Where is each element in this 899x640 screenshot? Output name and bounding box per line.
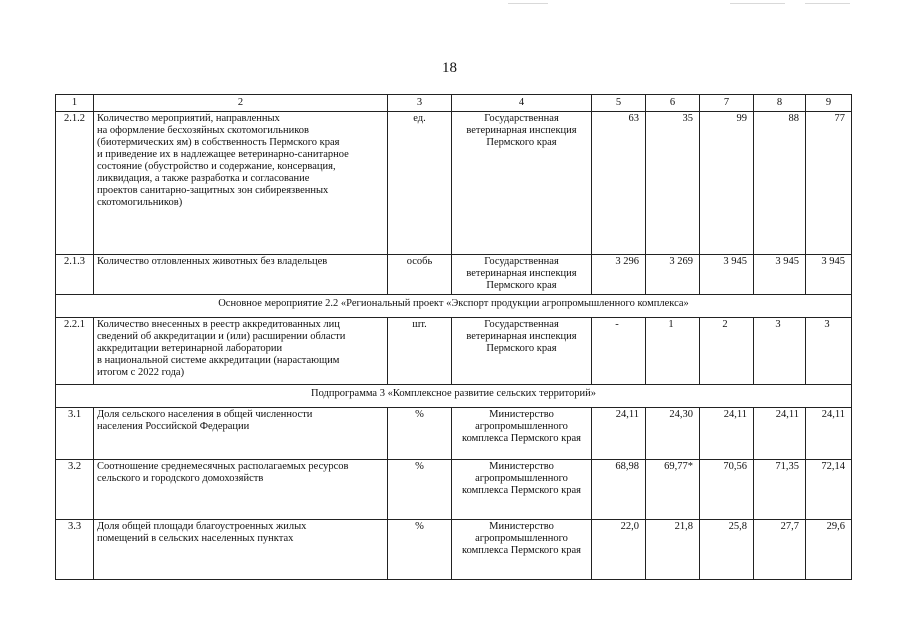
value-cell: 69,77*	[646, 460, 700, 520]
table-row	[56, 520, 852, 580]
responsible-organization: Государственная ветеринарная инспекция Пермского края	[452, 255, 592, 295]
description-line: ликвидация, а также разработка и согласование	[97, 173, 310, 184]
section-title: Основное мероприятие 2.2 «Региональный проект «Экспорт продукции агропромышленного комплекса»	[56, 295, 852, 318]
value-cell: 1	[646, 318, 700, 385]
responsible-organization: Министерство агропромышленного комплекса Пермского края	[452, 460, 592, 520]
section-title: Подпрограмма 3 «Комплексное развитие сельских территорий»	[56, 385, 852, 408]
section-row	[56, 295, 852, 318]
column-header: 2	[94, 95, 388, 112]
description-line: Доля сельского населения в общей численности	[97, 409, 313, 420]
row-number: 2.1.3	[56, 255, 94, 295]
value-cell: 70,56	[700, 460, 754, 520]
description-line: проектов санитарно-защитных зон сибиреязвенных	[97, 185, 329, 196]
description-line: на оформление бесхозяйных скотомогильников	[97, 125, 309, 136]
value-cell: 29,6	[806, 520, 852, 580]
column-header: 9	[806, 95, 852, 112]
section-row	[56, 385, 852, 408]
value-cell: 3	[754, 318, 806, 385]
column-header: 7	[700, 95, 754, 112]
value-cell: 25,8	[700, 520, 754, 580]
value-cell: 27,7	[754, 520, 806, 580]
responsible-organization: Министерство агропромышленного комплекса Пермского края	[452, 520, 592, 580]
value-cell: 24,11	[592, 408, 646, 460]
value-cell: 3 296	[592, 255, 646, 295]
table-body	[56, 95, 852, 580]
scan-artifact	[805, 3, 850, 4]
indicator-description	[94, 460, 388, 520]
indicators-table	[55, 94, 852, 580]
column-header: 4	[452, 95, 592, 112]
description-line: Соотношение среднемесячных располагаемых ресурсов	[97, 461, 349, 472]
unit-cell: особь	[388, 255, 452, 295]
description-line: сельского и городского домохозяйств	[97, 473, 264, 484]
description-line: итогом с 2022 года)	[97, 367, 185, 378]
indicator-description	[94, 318, 388, 385]
description-line: сведений об аккредитации и (или) расширении области	[97, 331, 346, 342]
value-cell: 3 945	[700, 255, 754, 295]
value-cell: 24,11	[754, 408, 806, 460]
value-cell: 24,11	[806, 408, 852, 460]
column-header: 5	[592, 95, 646, 112]
value-cell: 3 945	[806, 255, 852, 295]
indicator-description	[94, 255, 388, 295]
value-cell: 22,0	[592, 520, 646, 580]
column-header: 1	[56, 95, 94, 112]
indicator-description	[94, 408, 388, 460]
column-header: 8	[754, 95, 806, 112]
row-number: 3.1	[56, 408, 94, 460]
description-line: Количество мероприятий, направленных	[97, 113, 280, 124]
row-number: 3.3	[56, 520, 94, 580]
value-cell: 71,35	[754, 460, 806, 520]
row-number: 3.2	[56, 460, 94, 520]
table-row	[56, 408, 852, 460]
responsible-organization: Министерство агропромышленного комплекса Пермского края	[452, 408, 592, 460]
responsible-organization: Государственная ветеринарная инспекция Пермского края	[452, 112, 592, 255]
value-cell: 35	[646, 112, 700, 255]
table-row	[56, 318, 852, 385]
table-row	[56, 255, 852, 295]
unit-cell: %	[388, 520, 452, 580]
value-cell: 88	[754, 112, 806, 255]
value-cell: 21,8	[646, 520, 700, 580]
description-line: Доля общей площади благоустроенных жилых	[97, 521, 307, 532]
value-cell: 68,98	[592, 460, 646, 520]
unit-cell: %	[388, 460, 452, 520]
unit-cell: шт.	[388, 318, 452, 385]
page-number: 18	[442, 60, 457, 76]
value-cell: 72,14	[806, 460, 852, 520]
column-header-row	[56, 95, 852, 112]
row-number: 2.1.2	[56, 112, 94, 255]
description-line: Количество внесенных в реестр аккредитованных лиц	[97, 319, 340, 330]
responsible-organization: Государственная ветеринарная инспекция Пермского края	[452, 318, 592, 385]
description-line: населения Российской Федерации	[97, 421, 250, 432]
value-cell: 24,30	[646, 408, 700, 460]
table-row	[56, 460, 852, 520]
description-line: (биотермических ям) в собственность Пермского края	[97, 137, 340, 148]
indicator-description	[94, 112, 388, 255]
value-cell: 63	[592, 112, 646, 255]
value-cell: 3	[806, 318, 852, 385]
scan-artifact	[508, 3, 548, 4]
value-cell: 3 945	[754, 255, 806, 295]
value-cell: -	[592, 318, 646, 385]
description-line: состояние (обустройство и содержание, консервация,	[97, 161, 336, 172]
unit-cell: %	[388, 408, 452, 460]
value-cell: 24,11	[700, 408, 754, 460]
scan-artifact	[730, 3, 785, 4]
description-line: и приведение их в надлежащее ветеринарно-санитарное	[97, 149, 349, 160]
column-header: 3	[388, 95, 452, 112]
description-line: помещений в сельских населенных пунктах	[97, 533, 294, 544]
row-number: 2.2.1	[56, 318, 94, 385]
description-line: в национальной системе аккредитации (нарастающим	[97, 355, 340, 366]
value-cell: 99	[700, 112, 754, 255]
description-line: Количество отловленных животных без владельцев	[97, 256, 328, 267]
column-header: 6	[646, 95, 700, 112]
indicator-description	[94, 520, 388, 580]
value-cell: 3 269	[646, 255, 700, 295]
value-cell: 2	[700, 318, 754, 385]
description-line: аккредитации ветеринарной лаборатории	[97, 343, 283, 354]
unit-cell: ед.	[388, 112, 452, 255]
table-row	[56, 112, 852, 255]
value-cell: 77	[806, 112, 852, 255]
description-line: скотомогильников)	[97, 197, 183, 208]
